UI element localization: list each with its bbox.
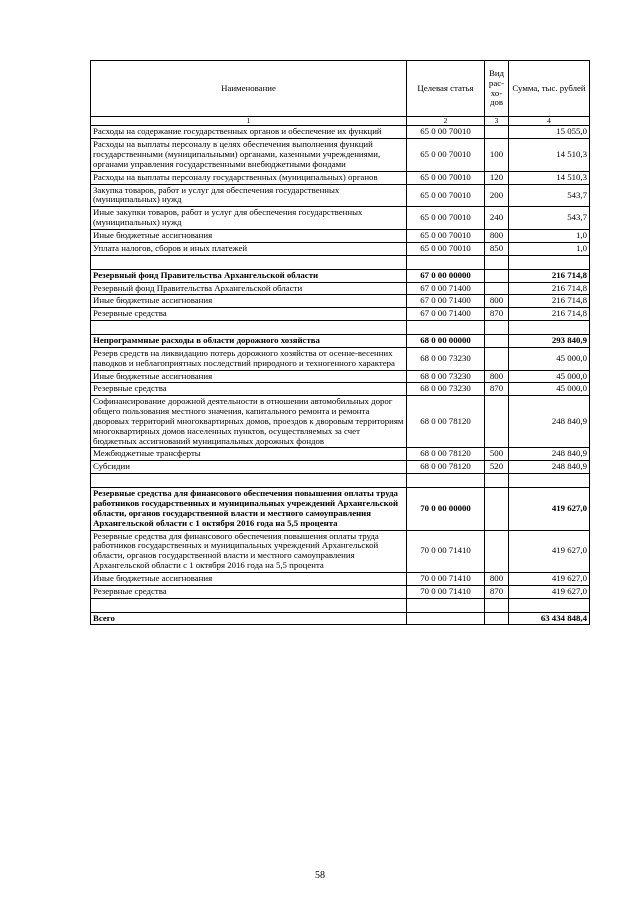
- table-row: [91, 184, 590, 207]
- cell-code: 70 0 00 71410: [407, 572, 485, 585]
- spacer-row: [91, 255, 590, 269]
- cell-type: [485, 282, 509, 295]
- empty-cell: [91, 474, 407, 488]
- table-row: [91, 461, 590, 474]
- page-number: 58: [315, 870, 325, 881]
- cell-name: Иные бюджетные ассигнования: [91, 295, 407, 308]
- cell-code: 67 0 00 00000: [407, 269, 485, 282]
- empty-cell: [91, 321, 407, 335]
- cell-type: 800: [485, 295, 509, 308]
- table-row: [91, 585, 590, 598]
- cell-type: 870: [485, 308, 509, 321]
- cell-type: 800: [485, 572, 509, 585]
- cell-code: 65 0 00 70010: [407, 207, 485, 230]
- table-row: [91, 295, 590, 308]
- cell-sum: 419 627,0: [509, 572, 590, 585]
- cell-type: 100: [485, 139, 509, 172]
- table-body: [91, 126, 590, 625]
- empty-cell: [91, 255, 407, 269]
- cell-sum: 248 840,9: [509, 461, 590, 474]
- cell-code: 67 0 00 71400: [407, 295, 485, 308]
- cell-sum: 1,0: [509, 229, 590, 242]
- cell-sum: 14 510,3: [509, 171, 590, 184]
- empty-cell: [407, 321, 485, 335]
- empty-cell: [509, 598, 590, 612]
- header-name: Наименование: [91, 61, 407, 117]
- cell-name: Резервные средства: [91, 383, 407, 396]
- cell-name: Резервные средства: [91, 585, 407, 598]
- empty-cell: [485, 474, 509, 488]
- cell-sum: 543,7: [509, 184, 590, 207]
- column-number: 2: [407, 117, 485, 126]
- cell-type: 800: [485, 229, 509, 242]
- cell-name: Резервные средства для финансового обеспечения повышения оплаты труда работников государственных и муниципальных учреждений Архангельской области, органов государственной власти и местного самоуправления Архангельской области с 1 октября 2016 года на 5,5 процента: [91, 488, 407, 530]
- cell-sum: 45 000,0: [509, 383, 590, 396]
- cell-name: Иные бюджетные ассигнования: [91, 229, 407, 242]
- cell-code: 65 0 00 70010: [407, 126, 485, 139]
- table-row: [91, 139, 590, 172]
- cell-name: Резервные средства: [91, 308, 407, 321]
- cell-code: 68 0 00 78120: [407, 396, 485, 448]
- cell-type: 870: [485, 383, 509, 396]
- cell-sum: 216 714,8: [509, 282, 590, 295]
- table-row: [91, 308, 590, 321]
- cell-code: 65 0 00 70010: [407, 184, 485, 207]
- cell-name: Резервные средства для финансового обеспечения повышения оплаты труда работников государственных и муниципальных учреждений Архангельской области, органов государственной власти и местного самоуправления Архангельской области с 1 октября 2016 года на 5,5 процента: [91, 530, 407, 572]
- cell-sum: 419 627,0: [509, 530, 590, 572]
- table-row: [91, 572, 590, 585]
- header-type: Вид рас-хо-дов: [485, 61, 509, 117]
- spacer-row: [91, 321, 590, 335]
- cell-name: Непрограммные расходы в области дорожного хозяйства: [91, 335, 407, 348]
- cell-type: [485, 269, 509, 282]
- cell-code: 68 0 00 78120: [407, 448, 485, 461]
- cell-sum: 216 714,8: [509, 269, 590, 282]
- cell-name: Иные бюджетные ассигнования: [91, 370, 407, 383]
- cell-code: 65 0 00 70010: [407, 171, 485, 184]
- cell-type: [485, 530, 509, 572]
- cell-sum: 248 840,9: [509, 448, 590, 461]
- spacer-row: [91, 598, 590, 612]
- cell-type: 500: [485, 448, 509, 461]
- table-row: [91, 347, 590, 370]
- header-sum: Сумма, тыс. рублей: [509, 61, 590, 117]
- cell-code: 68 0 00 78120: [407, 461, 485, 474]
- cell-name: Софинансирование дорожной деятельности в отношении автомобильных дорог общего пользования местного значения, капитального ремонта и ремонта дворовых территорий многоквартирных домов, проездов к дворовым территориям многоквартирных домов населенных пунктов, осуществляемых за счет бюджетных ассигнований муниципальных дорожных фондов: [91, 396, 407, 448]
- cell-sum: 45 000,0: [509, 347, 590, 370]
- cell-code: 67 0 00 71400: [407, 282, 485, 295]
- cell-sum: 15 055,0: [509, 126, 590, 139]
- section-row: [91, 612, 590, 625]
- cell-code: 68 0 00 73230: [407, 370, 485, 383]
- cell-type: [485, 396, 509, 448]
- table-row: [91, 530, 590, 572]
- cell-code: 68 0 00 73230: [407, 347, 485, 370]
- table-row: [91, 229, 590, 242]
- cell-sum: 543,7: [509, 207, 590, 230]
- column-number: 1: [91, 117, 407, 126]
- table-row: [91, 448, 590, 461]
- cell-type: [485, 488, 509, 530]
- empty-cell: [509, 321, 590, 335]
- cell-code: [407, 612, 485, 625]
- cell-code: 67 0 00 71400: [407, 308, 485, 321]
- cell-type: 520: [485, 461, 509, 474]
- empty-cell: [485, 321, 509, 335]
- cell-code: 65 0 00 70010: [407, 242, 485, 255]
- cell-type: 240: [485, 207, 509, 230]
- cell-sum: 419 627,0: [509, 488, 590, 530]
- cell-name: Субсидии: [91, 461, 407, 474]
- cell-name: Резервный фонд Правительства Архангельской области: [91, 269, 407, 282]
- empty-cell: [485, 598, 509, 612]
- section-row: [91, 335, 590, 348]
- cell-code: 68 0 00 00000: [407, 335, 485, 348]
- cell-name: Резервный фонд Правительства Архангельской области: [91, 282, 407, 295]
- spacer-row: [91, 474, 590, 488]
- cell-sum: 216 714,8: [509, 308, 590, 321]
- empty-cell: [407, 598, 485, 612]
- cell-name: Всего: [91, 612, 407, 625]
- empty-cell: [407, 255, 485, 269]
- header-code: Целевая статья: [407, 61, 485, 117]
- cell-type: [485, 347, 509, 370]
- cell-type: [485, 335, 509, 348]
- cell-type: 120: [485, 171, 509, 184]
- empty-cell: [509, 255, 590, 269]
- cell-type: 200: [485, 184, 509, 207]
- budget-table: [90, 60, 590, 625]
- cell-name: Уплата налогов, сборов и иных платежей: [91, 242, 407, 255]
- cell-type: 800: [485, 370, 509, 383]
- table-row: [91, 242, 590, 255]
- cell-code: 68 0 00 73230: [407, 383, 485, 396]
- section-row: [91, 269, 590, 282]
- cell-code: 70 0 00 00000: [407, 488, 485, 530]
- table-row: [91, 171, 590, 184]
- cell-name: Иные бюджетные ассигнования: [91, 572, 407, 585]
- cell-code: 70 0 00 71410: [407, 585, 485, 598]
- cell-sum: 293 840,9: [509, 335, 590, 348]
- table-row: [91, 282, 590, 295]
- cell-name: Расходы на выплаты персоналу государственных (муниципальных) органов: [91, 171, 407, 184]
- section-row: [91, 488, 590, 530]
- table-row: [91, 126, 590, 139]
- cell-type: 870: [485, 585, 509, 598]
- cell-type: [485, 612, 509, 625]
- cell-sum: 216 714,8: [509, 295, 590, 308]
- cell-sum: 248 840,9: [509, 396, 590, 448]
- table-row: [91, 207, 590, 230]
- empty-cell: [485, 255, 509, 269]
- table-row: [91, 396, 590, 448]
- cell-code: 65 0 00 70010: [407, 139, 485, 172]
- cell-sum: 419 627,0: [509, 585, 590, 598]
- cell-code: 65 0 00 70010: [407, 229, 485, 242]
- cell-type: [485, 126, 509, 139]
- empty-cell: [91, 598, 407, 612]
- cell-sum: 14 510,3: [509, 139, 590, 172]
- table-row: [91, 383, 590, 396]
- empty-cell: [509, 474, 590, 488]
- cell-name: Расходы на выплаты персоналу в целях обеспечения выполнения функций государственными (муниципальными) органами, казенными учреждениями, органами управления государственными внебюджетными фондами: [91, 139, 407, 172]
- cell-name: Иные закупки товаров, работ и услуг для обеспечения государственных (муниципальных) нужд: [91, 207, 407, 230]
- cell-name: Расходы на содержание государственных органов и обеспечение их функций: [91, 126, 407, 139]
- cell-code: 70 0 00 71410: [407, 530, 485, 572]
- cell-name: Резерв средств на ликвидацию потерь дорожного хозяйства от осенне-весенних паводков и неблагоприятных последствий природного и техногенного характера: [91, 347, 407, 370]
- cell-sum: 45 000,0: [509, 370, 590, 383]
- cell-name: Межбюджетные трансферты: [91, 448, 407, 461]
- cell-name: Закупка товаров, работ и услуг для обеспечения государственных (муниципальных) нужд: [91, 184, 407, 207]
- cell-sum: 63 434 848,4: [509, 612, 590, 625]
- table-header: [91, 61, 590, 126]
- column-number: 4: [509, 117, 590, 126]
- empty-cell: [407, 474, 485, 488]
- cell-sum: 1,0: [509, 242, 590, 255]
- column-number: 3: [485, 117, 509, 126]
- cell-type: 850: [485, 242, 509, 255]
- table-row: [91, 370, 590, 383]
